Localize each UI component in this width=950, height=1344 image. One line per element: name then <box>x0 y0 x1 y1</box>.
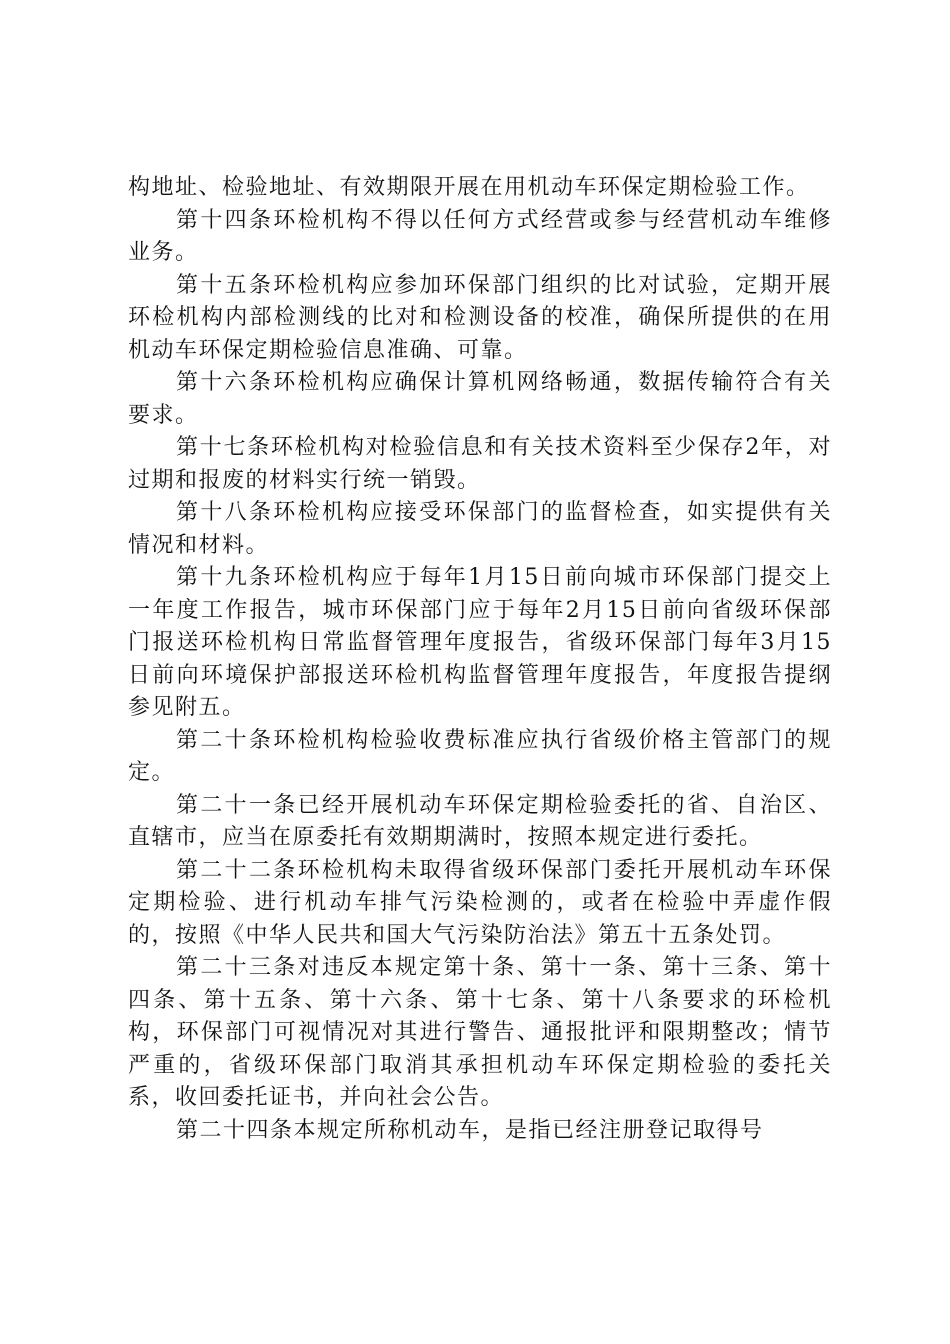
paragraph-article-20: 第二十条环检机构检验收费标准应执行省级价格主管部门的规定。 <box>128 727 832 785</box>
paragraph-article-23: 第二十三条对违反本规定第十条、第十一条、第十三条、第十四条、第十五条、第十六条、第十七条、第十八条要求的环检机构，环保部门可视情况对其进行警告、通报批评和限期整改；情节严重的，省级环保部门取消其承担机动车环保定期检验的委托关系，收回委托证书，并向社会公告。 <box>128 955 832 1110</box>
paragraph-continuation: 构地址、检验地址、有效期限开展在用机动车环保定期检验工作。 <box>128 175 810 200</box>
paragraph-article-18: 第十八条环检机构应接受环保部门的监督检查，如实提供有关情况和材料。 <box>128 500 832 558</box>
paragraph-article-15: 第十五条环检机构应参加环保部门组织的比对试验，定期开展环检机构内部检测线的比对和检测设备的校准，确保所提供的在用机动车环保定期检验信息准确、可靠。 <box>128 272 832 363</box>
document-page <box>128 172 832 1147</box>
paragraph-article-17: 第十七条环检机构对检验信息和有关技术资料至少保存2年，对过期和报废的材料实行统一销毁。 <box>128 435 832 493</box>
paragraph-article-22: 第二十二条环检机构未取得省级环保部门委托开展机动车环保定期检验、进行机动车排气污染检测的，或者在检验中弄虚作假的，按照《中华人民共和国大气污染防治法》第五十五条处罚。 <box>128 857 832 948</box>
paragraph-article-21: 第二十一条已经开展机动车环保定期检验委托的省、自治区、直辖市，应当在原委托有效期期满时，按照本规定进行委托。 <box>128 792 832 850</box>
paragraph-article-14: 第十四条环检机构不得以任何方式经营或参与经营机动车维修业务。 <box>128 207 832 265</box>
paragraph-article-16: 第十六条环检机构应确保计算机网络畅通，数据传输符合有关要求。 <box>128 370 832 428</box>
paragraph-article-19: 第十九条环检机构应于每年1月15日前向城市环保部门提交上一年度工作报告，城市环保部门应于每年2月15日前向省级环保部门报送环检机构日常监督管理年度报告，省级环保部门每年3月15日前向环境保护部报送环检机构监督管理年度报告，年度报告提纲参见附五。 <box>128 565 832 720</box>
paragraph-article-24: 第二十四条本规定所称机动车，是指已经注册登记取得号 <box>176 1117 764 1143</box>
